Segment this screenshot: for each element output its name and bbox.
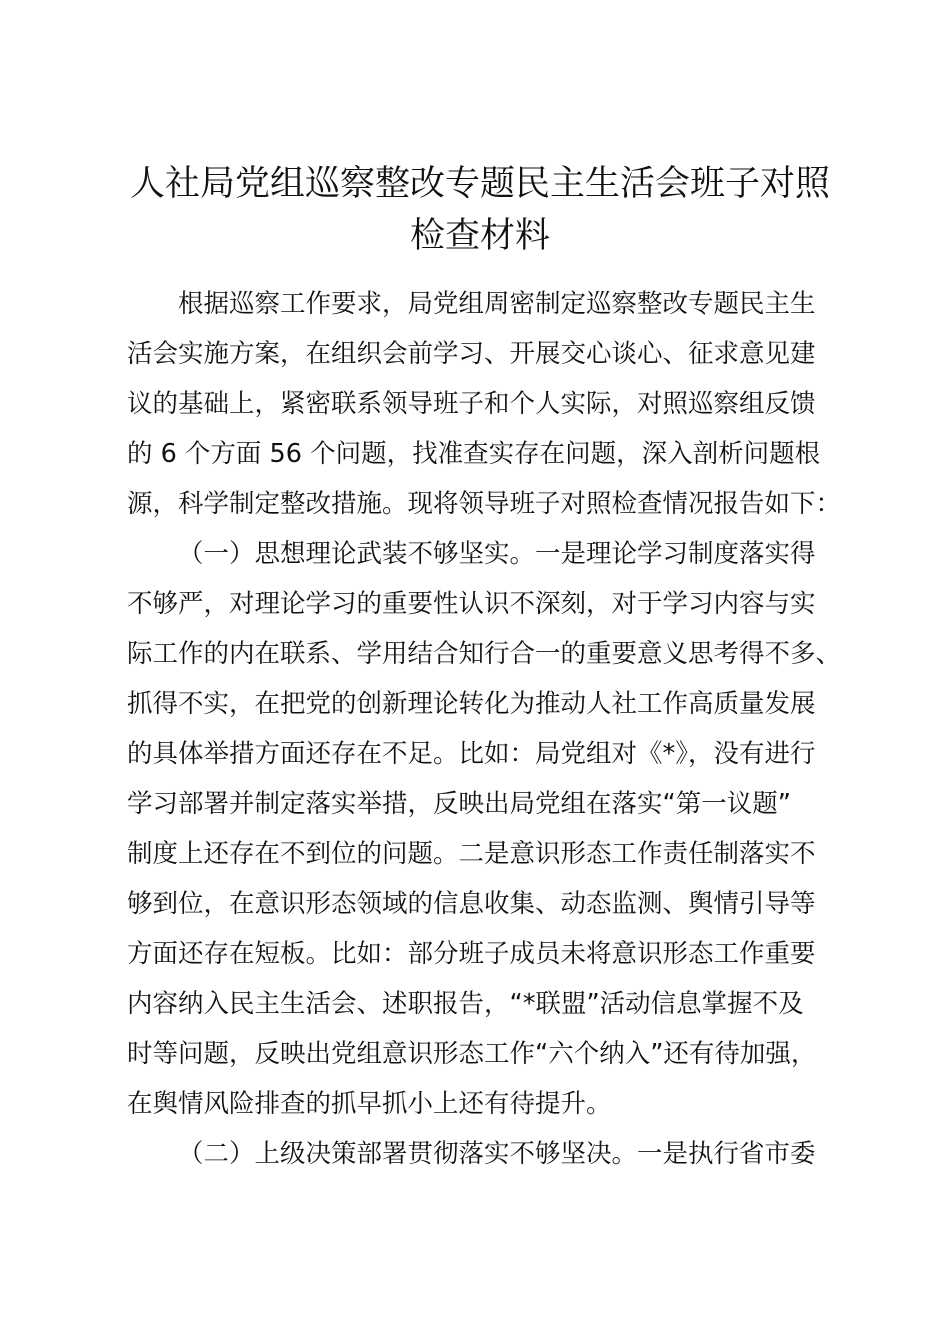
body-line: 制度上还存在不到位的问题。二是意识形态工作责任制落实不 [127, 839, 816, 869]
title-line-1: 人社局党组巡察整改专题民主生活会班子对照 [129, 164, 830, 204]
body-line: 在舆情风险排查的抓早抓小上还有待提升。 [127, 1089, 612, 1119]
body-line: 够到位，在意识形态领域的信息收集、动态监测、舆情引导等 [127, 889, 816, 919]
body-line: 议的基础上，紧密联系领导班子和个人实际，对照巡察组反馈 [127, 389, 816, 419]
body-line: 的 6 个方面 56 个问题，找准查实存在问题，深入剖析问题根 [127, 439, 821, 469]
body-line: 活会实施方案，在组织会前学习、开展交心谈心、征求意见建 [127, 339, 816, 369]
body-line: 学习部署并制定落实举措，反映出局党组在落实“第一议题” [127, 789, 791, 819]
body-line: 抓得不实，在把党的创新理论转化为推动人社工作高质量发展 [127, 689, 816, 719]
section-heading-line: （二）上级决策部署贯彻落实不够坚决。一是执行省市委 [178, 1139, 816, 1169]
title-line-2: 检查材料 [409, 216, 550, 256]
body-line: 不够严，对理论学习的重要性认识不深刻，对于学习内容与实 [127, 589, 816, 619]
body-line: 际工作的内在联系、学用结合知行合一的重要意义思考得不多、 [127, 639, 842, 669]
body-line: 源，科学制定整改措施。现将领导班子对照检查情况报告如下： [127, 489, 842, 519]
body-line: 根据巡察工作要求，局党组周密制定巡察整改专题民主生 [178, 289, 816, 319]
document-title [110, 158, 850, 262]
body-line: 时等问题，反映出党组意识形态工作“六个纳入”还有待加强， [127, 1039, 817, 1069]
section-heading-line: （一）思想理论武装不够坚实。一是理论学习制度落实得 [178, 539, 816, 569]
body-line: 的具体举措方面还存在不足。比如：局党组对《*》，没有进行 [127, 739, 816, 769]
body-line: 方面还存在短板。比如：部分班子成员未将意识形态工作重要 [127, 939, 816, 969]
body-line: 内容纳入民主生活会、述职报告，“*联盟”活动信息掌握不及 [127, 989, 804, 1019]
